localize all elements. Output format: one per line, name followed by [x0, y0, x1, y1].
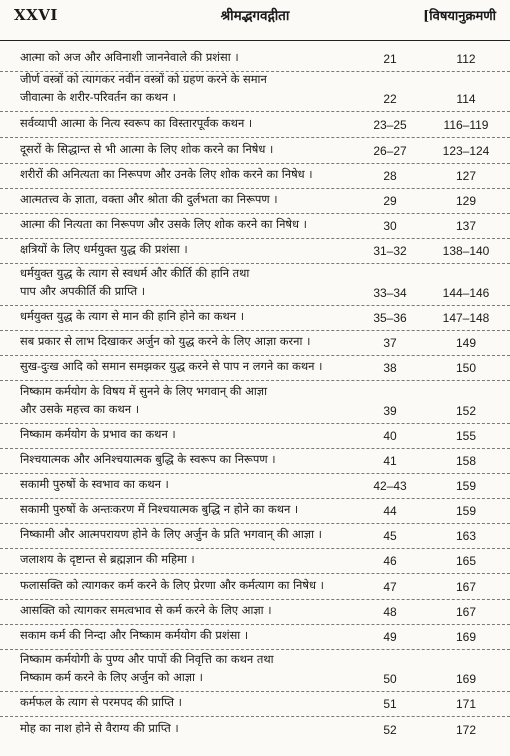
book-title: श्रीमद्भगवद्गीता [220, 8, 290, 24]
page-number: 163 [455, 529, 477, 543]
entry-text: मोह का नाश होने से वैराग्य की प्राप्ति । [20, 721, 179, 735]
verse-number: 41 [383, 454, 397, 468]
list-item [0, 264, 510, 306]
verse-number: 35–36 [373, 311, 407, 325]
list-item [0, 717, 510, 742]
page-number: 129 [455, 194, 477, 208]
entry-text: आत्मा की नित्यता का निरूपण और उसके लिए शोक करने का निषेध । [20, 217, 307, 231]
page-number: 112 [456, 52, 476, 66]
entry-text: आत्मतत्त्व के ज्ञाता, वक्ता और श्रोता की दुर्लभता का निरूपण । [20, 192, 278, 206]
verse-number: 45 [383, 529, 397, 543]
entry-text: कर्मफल के त्याग से परमपद की प्राप्ति । [20, 695, 182, 709]
entry-text: निष्काम कर्मयोगी के पुण्य और पापों की निवृत्ति का कथन तथा निष्काम कर्म करने के लिए अर्जुन को आज्ञा । [20, 652, 274, 684]
verse-number: 50 [383, 672, 397, 686]
entry-text: सब प्रकार से लाभ दिखाकर अर्जुन को युद्ध करने के लिए आज्ञा करना । [20, 334, 311, 348]
entry-text: फलासक्ति को त्यागकर कर्म करने के लिए प्रेरणा और कर्मत्याग का निषेध । [20, 578, 324, 592]
page-number: 152 [455, 404, 477, 418]
entry-text: धर्मयुक्त युद्ध के त्याग से स्वधर्म और कीर्ति की हानि तथा पाप और अपकीर्ति की प्राप्ति । [20, 266, 250, 298]
verse-number: 44 [383, 504, 397, 518]
verse-number: 31–32 [373, 244, 407, 258]
entry-text: निष्कामी और आत्मपरायण होने के लिए अर्जुन के प्रति भगवान् की आज्ञा । [20, 527, 322, 541]
entry-text: जलाशय के दृष्टान्त से ब्रह्मज्ञान की महिमा । [20, 552, 195, 566]
page-header [0, 0, 510, 41]
list-item [0, 574, 510, 600]
entry-text: निष्काम कर्मयोग के विषय में सुनने के लिए भगवान् की आज्ञा और उसके महत्त्व का कथन । [20, 384, 268, 416]
list-item [0, 424, 510, 449]
list-item [0, 189, 510, 214]
page-number: 114 [456, 92, 476, 106]
entry-text: सर्वव्यापी आत्मा के नित्य स्वरूप का विस्तारपूर्वक कथन । [20, 116, 253, 130]
list-item [0, 214, 510, 239]
verse-number: 28 [383, 169, 397, 183]
entry-text: आत्मा को अज और अविनाशी जाननेवाले की प्रशंसा । [20, 50, 239, 64]
page-number: 159 [455, 504, 477, 518]
list-item [0, 549, 510, 574]
list-item [0, 356, 510, 381]
list-item [0, 331, 510, 356]
section-title: [विषयानुक्रमणी [423, 9, 496, 24]
verse-number: 38 [383, 361, 397, 375]
list-item [0, 600, 510, 625]
page-number: 167 [455, 580, 477, 594]
verse-number: 26–27 [373, 144, 407, 158]
verse-number: 46 [383, 554, 397, 568]
list-item [0, 164, 510, 189]
list-item [0, 625, 510, 650]
list-item [0, 239, 510, 264]
page-number: 155 [455, 429, 477, 443]
page-number: 144–146 [442, 286, 490, 300]
page-number: 165 [455, 554, 477, 568]
entry-text: शरीरों की अनित्यता का निरूपण और उनके लिए शोक करने का निषेध । [20, 167, 313, 181]
verse-number: 23–25 [373, 118, 407, 132]
list-item [0, 474, 510, 499]
verse-number: 40 [383, 429, 397, 443]
page-number: 169 [455, 672, 477, 686]
list-item [0, 692, 510, 717]
page-number: 149 [455, 336, 477, 350]
verse-number: 30 [383, 219, 397, 233]
verse-number: 51 [383, 697, 397, 711]
page-number: 167 [455, 605, 477, 619]
entry-text: निष्काम कर्मयोग के प्रभाव का कथन । [20, 427, 176, 441]
entry-text: सुख-दुःख आदि को समान समझकर युद्ध करने से पाप न लगने का कथन । [20, 359, 323, 373]
verse-number: 37 [383, 336, 397, 350]
verse-number: 48 [383, 605, 397, 619]
list-item [0, 499, 510, 524]
page-number-roman: XXVI [14, 6, 58, 24]
entry-text: सकाम कर्म की निन्दा और निष्काम कर्मयोग की प्रशंसा । [20, 628, 249, 642]
verse-number: 21 [383, 52, 397, 66]
entry-text: दूसरों के सिद्धान्त से भी आत्मा के लिए शोक करने का निषेध । [20, 142, 274, 156]
verse-number: 29 [383, 194, 397, 208]
page-number: 138–140 [442, 244, 490, 258]
verse-number: 52 [383, 723, 397, 737]
verse-number: 49 [383, 630, 397, 644]
entry-text: धर्मयुक्त युद्ध के त्याग से मान की हानि होने का कथन । [20, 309, 245, 323]
list-item [0, 650, 510, 692]
entry-text: क्षत्रियों के लिए धर्मयुक्त युद्ध की प्रशंसा । [20, 242, 188, 256]
entry-text: सकामी पुरुषों के अन्तःकरण में निश्चयात्मक बुद्धि न होने का कथन । [20, 502, 299, 516]
contents-list [0, 48, 510, 742]
list-item [0, 306, 510, 331]
list-item [0, 72, 510, 112]
entry-text: जीर्ण वस्त्रों को त्यागकर नवीन वस्त्रों को ग्रहण करने के समान जीवात्मा के शरीर-परिवर्तन का कथन । [20, 72, 267, 104]
verse-number: 47 [383, 580, 397, 594]
page-number: 127 [455, 169, 477, 183]
verse-number: 42–43 [373, 479, 407, 493]
list-item [0, 449, 510, 474]
entry-text: आसक्ति को त्यागकर समत्वभाव से कर्म करने के लिए आज्ञा । [20, 603, 272, 617]
page-number: 158 [455, 454, 477, 468]
page-number: 172 [455, 723, 477, 737]
page-number: 123–124 [442, 144, 490, 158]
entry-text: सकामी पुरुषों के स्वभाव का कथन । [20, 477, 169, 491]
page-number: 137 [455, 219, 477, 233]
list-item [0, 524, 510, 549]
entry-text: निश्चयात्मक और अनिश्चयात्मक बुद्धि के स्वरूप का निरूपण । [20, 452, 276, 466]
page-number: 171 [455, 697, 477, 711]
list-item [0, 381, 510, 424]
verse-number: 22 [383, 92, 397, 106]
list-item [0, 48, 510, 72]
verse-number: 33–34 [373, 286, 407, 300]
page-number: 159 [455, 479, 477, 493]
page-number: 116–119 [443, 118, 489, 132]
list-item [0, 112, 510, 138]
page-number: 169 [455, 630, 477, 644]
page-number: 147–148 [442, 311, 490, 325]
list-item [0, 138, 510, 164]
page-number: 150 [455, 361, 477, 375]
verse-number: 39 [383, 404, 397, 418]
